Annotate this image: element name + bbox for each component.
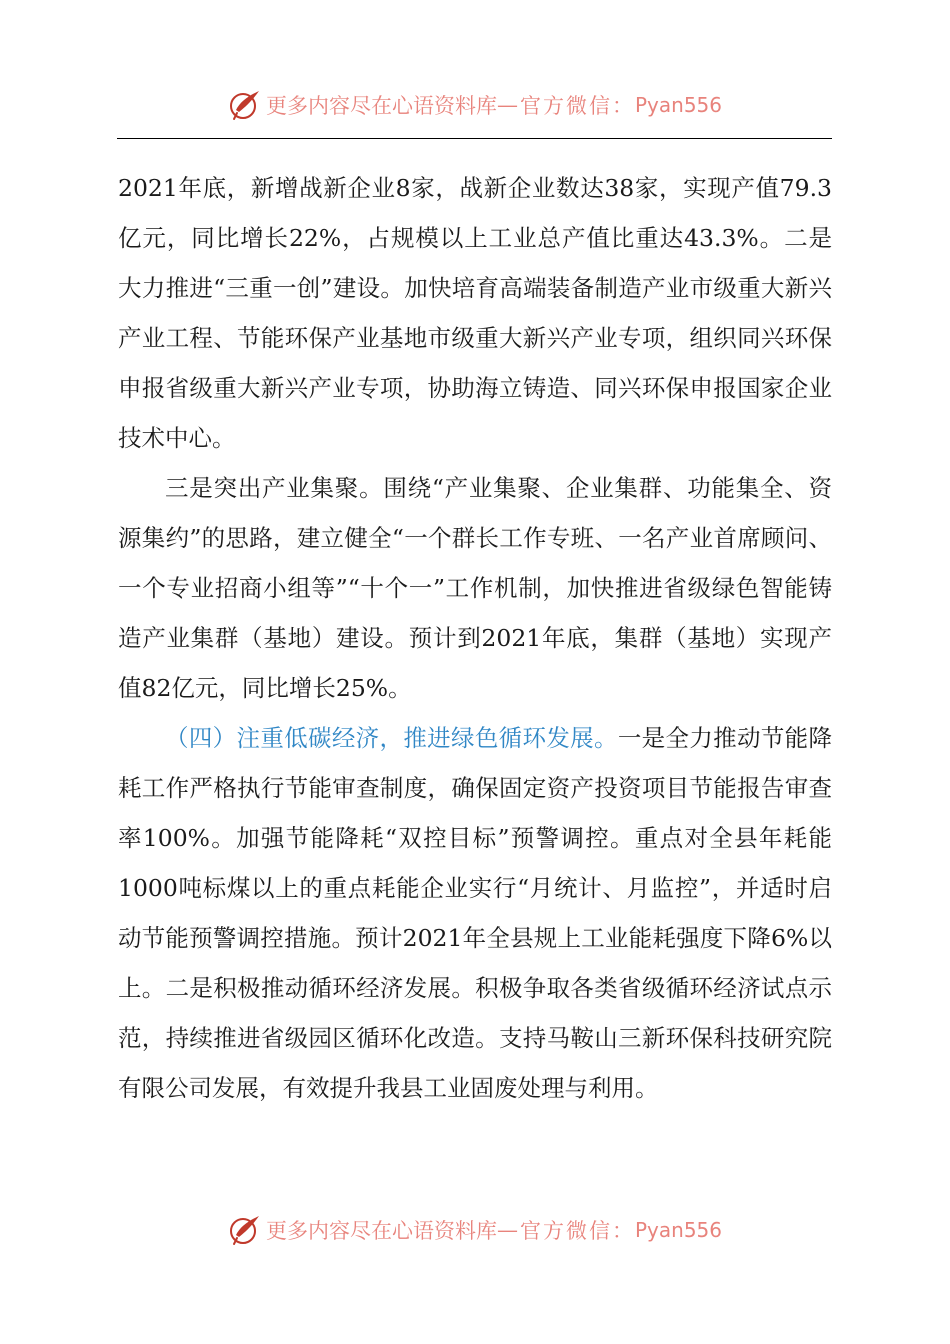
banner-text: 更多内容尽在心语资料库 xyxy=(265,94,497,118)
wechat-id: Pyan556 xyxy=(634,1218,722,1242)
banner-dash: — xyxy=(496,93,518,117)
paragraph-2: 三是突出产业集聚。围绕“产业集聚、企业集群、功能集全、资源集约”的思路，建立健全“一个群长工作专班、一名产业首席顾问、一个专业招商小组等”“十个一”工作机制，加快推进省级绿色智能铸造产业集群（基地）建设。预计到2021年底，集群（基地）实现产值82亿元，同比增长25%。 xyxy=(118,474,832,702)
paragraph-1: 2021年底，新增战新企业8家，战新企业数达38家，实现产值79.3亿元，同比增长22%，占规模以上工业总产值比重达43.3%。二是大力推进“三重一创”建设。加快培育高端装备制造产业市级重大新兴产业工程、节能环保产业基地市级重大新兴产业专项，组织同兴环保申报省级重大新兴产业专项，协助海立铸造、同兴环保申报国家企业技术中心。 xyxy=(118,174,832,452)
quill-logo-icon xyxy=(228,88,262,122)
banner-text: 更多内容尽在心语资料库 xyxy=(265,1219,497,1243)
paragraph-3 xyxy=(118,713,832,1113)
banner-dash: — xyxy=(496,1218,518,1242)
wechat-label: 官方微信： xyxy=(519,1219,635,1243)
wechat-label: 官方微信： xyxy=(519,94,635,118)
header-divider xyxy=(117,138,832,139)
footer-banner xyxy=(0,1210,950,1250)
document-body xyxy=(118,163,832,1113)
quill-logo-icon xyxy=(228,1213,262,1247)
wechat-id: Pyan556 xyxy=(634,93,722,117)
header-banner xyxy=(0,85,950,125)
paragraph-3-body: 一是全力推动节能降耗工作严格执行节能审查制度，确保固定资产投资项目节能报告审查率100%。加强节能降耗“双控目标”预警调控。重点对全县年耗能1000吨标煤以上的重点耗能企业实行“月统计、月监控”，并适时启动节能预警调控措施。预计2021年全县规上工业能耗强度下降6%以上。二是积极推动循环经济发展。积极争取各类省级循环经济试点示范，持续推进省级园区循环化改造。支持马鞍山三新环保科技研究院有限公司发展，有效提升我县工业固废处理与利用。 xyxy=(118,724,833,1102)
section-heading: （四）注重低碳经济，推进绿色循环发展。 xyxy=(165,724,618,752)
